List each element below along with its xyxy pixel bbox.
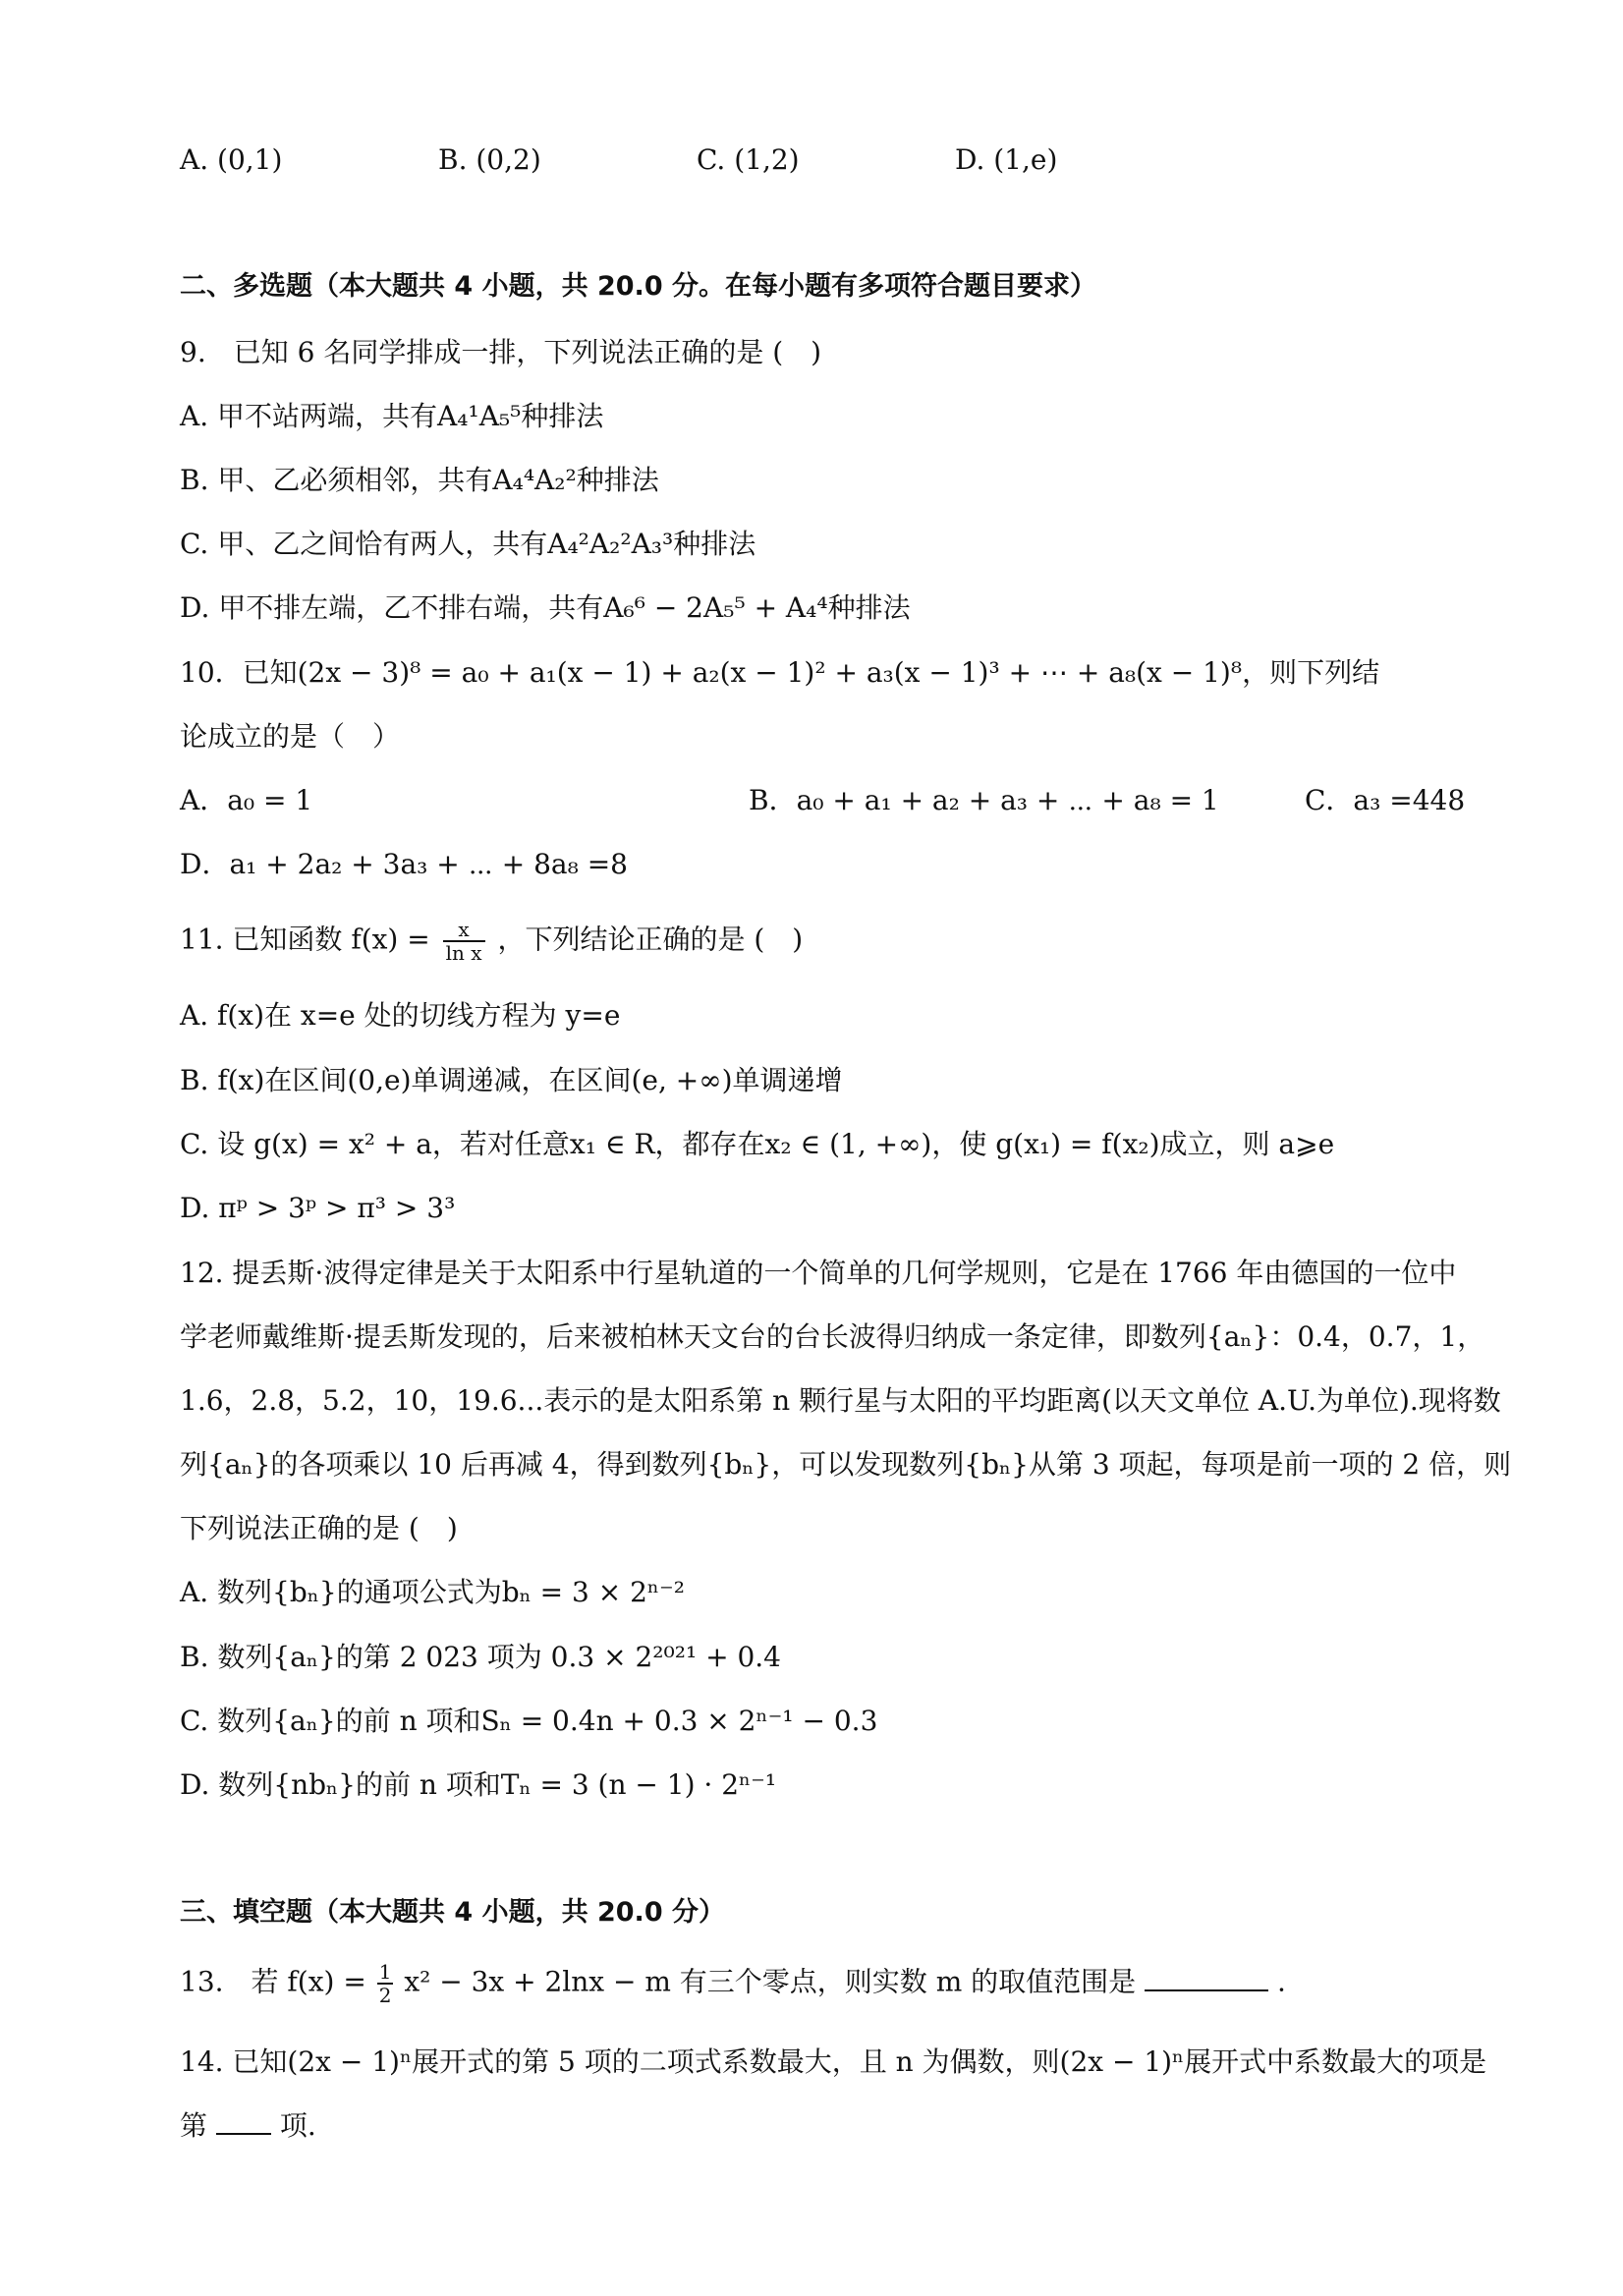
q10-option-a: A．a₀ = 1 [180, 784, 313, 816]
q9-option-c: C. 甲、乙之间恰有两人，共有A₄²A₂²A₃³种排法 [180, 528, 756, 560]
q12-option-a: A. 数列{bₙ}的通项公式为bₙ = 3 × 2ⁿ⁻² [180, 1576, 685, 1608]
q10-option-d: D．a₁ + 2a₂ + 3a₃ + ⋯ + 8a₈ =8 [180, 848, 628, 880]
q9-option-b: B. 甲、乙必须相邻，共有A₄⁴A₂²种排法 [180, 464, 659, 496]
q10-option-c: C．a₃ =448 [1305, 784, 1466, 816]
q8-option-b: B. (0,2) [438, 143, 541, 176]
q12-option-c: C. 数列{aₙ}的前 n 项和Sₙ = 0.4n + 0.3 × 2ⁿ⁻¹ − 0.3 [180, 1705, 878, 1737]
q11-fraction-numerator: x [443, 919, 485, 942]
q12-stem-line4: 列{aₙ}的各项乘以 10 后再减 4，得到数列{bₙ}，可以发现数列{bₙ}从第 3 项起，每项是前一项的 2 倍，则 [180, 1448, 1512, 1481]
q8-option-d: D. (1,e) [955, 143, 1058, 176]
q11-stem [180, 919, 803, 964]
q11-option-a: A. f(x)在 x=e 处的切线方程为 y=e [180, 999, 621, 1032]
q11-option-c: C. 设 g(x) = x² + a，若对任意x₁ ∈ R，都存在x₂ ∈ (1, +∞)，使 g(x₁) = f(x₂)成立，则 a⩾e [180, 1128, 1335, 1160]
q14-answer-blank[interactable] [216, 2109, 271, 2135]
q11-stem-suffix: ，下列结论正确的是 ( ) [497, 923, 804, 956]
q9-stem: 9. 已知 6 名同学排成一排，下列说法正确的是 ( ) [180, 336, 822, 368]
q11-fraction-denominator: ln x [445, 941, 482, 965]
q14-line2-suffix: 项. [279, 2109, 316, 2142]
q12-stem-line2: 学老师戴维斯·提丢斯发现的，后来被柏林天文台的台长波得归纳成一条定律，即数列{aₙ}：0.4，0.7，1， [180, 1320, 1485, 1353]
q13-fraction-denominator: 2 [378, 1984, 392, 2007]
q11-option-d: D. πᵖ > 3ᵖ > π³ > 3³ [180, 1192, 456, 1224]
q14-line2 [180, 2109, 316, 2143]
q11-fraction [443, 919, 485, 964]
q12-stem-line1: 12. 提丢斯·波得定律是关于太阳系中行星轨道的一个简单的几何学规则，它是在 1766 年由德国的一位中 [180, 1257, 1457, 1289]
q10-stem-line2: 论成立的是（ ） [180, 720, 401, 753]
q10-stem-line1: 10．已知(2x − 3)⁸ = a₀ + a₁(x − 1) + a₂(x − 1)² + a₃(x − 1)³ + ⋯ + a₈(x − 1)⁸，则下列结 [180, 656, 1380, 689]
section-multiple-choice-heading: 二、多选题（本大题共 4 小题，共 20.0 分。在每小题有多项符合题目要求） [180, 271, 1097, 302]
q13-suffix: x² − 3x + 2lnx − m 有三个零点，则实数 m 的取值范围是 [404, 1965, 1137, 1998]
section-fill-blank-heading: 三、填空题（本大题共 4 小题，共 20.0 分） [180, 1897, 726, 1928]
q13 [180, 1961, 1286, 2006]
q13-fraction [377, 1961, 394, 2006]
q12-option-d: D. 数列{nbₙ}的前 n 项和Tₙ = 3 (n − 1) · 2ⁿ⁻¹ [180, 1768, 777, 1801]
q8-option-a: A. (0,1) [180, 143, 283, 176]
q12-option-b: B. 数列{aₙ}的第 2 023 项为 0.3 × 2²⁰²¹ + 0.4 [180, 1641, 781, 1673]
q12-stem-line3: 1.6，2.8，5.2，10，19.6...表示的是太阳系第 n 颗行星与太阳的平均距离(以天文单位 A.U.为单位).现将数 [180, 1384, 1501, 1417]
q9-option-a: A. 甲不站两端，共有A₄¹A₅⁵种排法 [180, 400, 604, 432]
q13-answer-blank[interactable] [1145, 1966, 1268, 1991]
q13-prefix: 13. 若 f(x) = [180, 1965, 366, 1998]
q13-fraction-numerator: 1 [378, 1960, 392, 1984]
q9-option-d: D. 甲不排左端，乙不排右端，共有A₆⁶ − 2A₅⁵ + A₄⁴种排法 [180, 591, 911, 624]
q8-option-c: C. (1,2) [697, 143, 800, 176]
q13-end: . [1276, 1965, 1286, 1998]
q10-option-b: B．a₀ + a₁ + a₂ + a₃ + ⋯ + a₈ = 1 [749, 784, 1219, 816]
q14-line2-prefix: 第 [180, 2109, 208, 2142]
q11-stem-prefix: 11. 已知函数 f(x) = [180, 923, 430, 956]
q14-line1: 14. 已知(2x − 1)ⁿ展开式的第 5 项的二项式系数最大，且 n 为偶数，则(2x − 1)ⁿ展开式中系数最大的项是 [180, 2045, 1487, 2078]
q12-stem-line5: 下列说法正确的是 ( ) [180, 1512, 458, 1544]
q11-option-b: B. f(x)在区间(0,e)单调递减，在区间(e, +∞)单调递增 [180, 1064, 843, 1096]
